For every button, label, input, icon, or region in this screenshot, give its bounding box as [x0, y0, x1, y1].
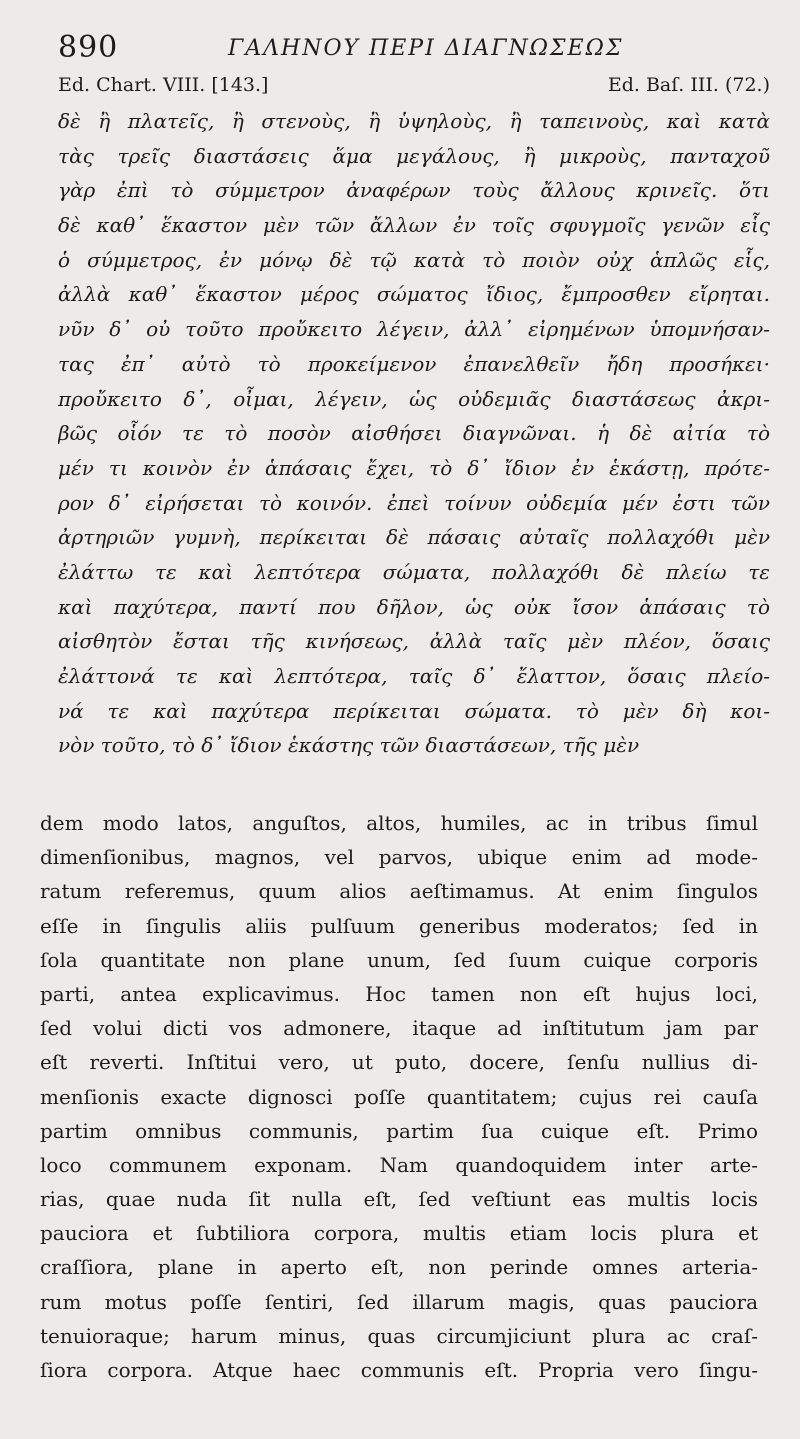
- greek-line: ἀρτηριῶν γυμνὴ, περίκειται δὲ πάσαις αὐταῖς πολλαχόθι μὲν: [58, 525, 770, 550]
- greek-line: τας ἐπ᾽ αὐτὸ τὸ προκείμενον ἐπανελθεῖν ἤδη προσήκει·: [58, 351, 770, 376]
- latin-text: [40, 806, 758, 1387]
- greek-line: βῶς οἷόν τε τὸ ποσὸν αἰσθήσει διαγνῶναι. ἡ δὲ αἰτία τὸ: [58, 421, 770, 446]
- greek-line: ἐλάττονά τε καὶ λεπτότερα, ταῖς δ᾽ ἔλαττον, ὅσαις πλείο-: [58, 664, 770, 688]
- latin-line: loco communem exponam. Nam quandoquidem inter arte-: [40, 1152, 758, 1177]
- latin-line: rias, quae nuda ſit nulla eſt, ſed veſtiunt eas multis locis: [40, 1187, 758, 1212]
- greek-line: ἐλάττω τε καὶ λεπτότερα σώματα, πολλαχόθι δὲ πλείω τε: [58, 559, 770, 584]
- page-header: [58, 28, 770, 68]
- latin-line: menſionis exacte dignosci poſſe quantitatem; cujus rei cauſa: [40, 1084, 758, 1109]
- greek-line: δὲ ἢ πλατεῖς, ἢ στενοὺς, ἢ ὑψηλοὺς, ἢ ταπεινοὺς, καὶ κατὰ: [58, 109, 770, 133]
- latin-line: parti, antea explicavimus. Hoc tamen non eſt hujus loci,: [40, 981, 758, 1006]
- latin-line: craſſiora, plane in aperto eſt, non perinde omnes arteria-: [40, 1255, 758, 1280]
- page-number: 890: [58, 30, 119, 65]
- running-title: ΓΑΛΗΝΟΥ ΠΕΡΙ ΔΙΑΓΝΩΣΕΩΣ: [228, 36, 624, 61]
- latin-line: ſiora corpora. Atque haec communis eſt. Propria vero ſingu-: [40, 1358, 758, 1382]
- greek-line: νῦν δ᾽ οὐ τοῦτο προὔκειτο λέγειν, ἀλλ᾽ εἰρημένων ὑπομνήσαν-: [58, 317, 770, 342]
- latin-line: ſed volui dicti vos admonere, itaque ad inſtitutum jam par: [40, 1016, 758, 1041]
- edition-chartier: Ed. Chart. VIII. [143.]: [58, 74, 269, 96]
- latin-line: rum motus poſſe ſentiri, ſed illarum magis, quas pauciora: [40, 1289, 758, 1314]
- greek-line: μέν τι κοινὸν ἐν ἁπάσαις ἔχει, τὸ δ᾽ ἴδιον ἐν ἑκάστῃ, πρότε-: [58, 455, 770, 480]
- latin-line: eſſe in ſingulis aliis pulſuum generibus moderatos; ſed in: [40, 913, 758, 938]
- greek-line: νά τε καὶ παχύτερα περίκειται σώματα. τὸ μὲν δὴ κοι-: [58, 698, 770, 723]
- greek-text: [58, 104, 770, 763]
- latin-line: ratum referemus, quum alios aeſtimamus. At enim ſingulos: [40, 879, 758, 904]
- latin-line: eſt reverti. Inſtitui vero, ut puto, docere, ſenſu nullius di-: [40, 1050, 758, 1075]
- greek-line: τὰς τρεῖς διαστάσεις ἅμα μεγάλους, ἢ μικροὺς, πανταχοῦ: [58, 143, 770, 168]
- greek-line: ὁ σύμμετρος, ἐν μόνῳ δὲ τῷ κατὰ τὸ ποιὸν οὐχ ἁπλῶς εἷς,: [58, 247, 770, 272]
- latin-line: partim omnibus communis, partim ſua cuique eſt. Primo: [40, 1118, 758, 1143]
- latin-line: dem modo latos, anguſtos, altos, humiles, ac in tribus ſimul: [40, 811, 758, 835]
- latin-line: ſola quantitate non plane unum, ſed ſuum cuique corporis: [40, 947, 758, 972]
- greek-line: ρον δ᾽ εἰρήσεται τὸ κοινόν. ἐπεὶ τοίνυν οὐδεμία μέν ἐστι τῶν: [58, 490, 770, 515]
- greek-line: δὲ καθ᾽ ἕκαστον μὲν τῶν ἄλλων ἐν τοῖς σφυγμοῖς γενῶν εἷς: [58, 213, 770, 238]
- greek-line: γὰρ ἐπὶ τὸ σύμμετρον ἀναφέρων τοὺς ἄλλους κρινεῖς. ὅτι: [58, 178, 770, 203]
- edition-references: [58, 74, 770, 104]
- greek-line: αἰσθητὸν ἔσται τῆς κινήσεως, ἀλλὰ ταῖς μὲν πλέον, ὅσαις: [58, 629, 770, 654]
- greek-line: καὶ παχύτερα, παντί που δῆλον, ὡς οὐκ ἴσον ἁπάσαις τὸ: [58, 594, 770, 619]
- latin-line: tenuioraque; harum minus, quas circumjiciunt plura ac craſ-: [40, 1323, 758, 1348]
- greek-line: προὔκειτο δ᾽, οἶμαι, λέγειν, ὡς οὐδεμιᾶς διαστάσεως ἀκρι-: [58, 386, 770, 411]
- greek-line: νὸν τοῦτο, τὸ δ᾽ ἴδιον ἑκάστης τῶν διαστάσεων, τῆς μὲν: [58, 733, 640, 758]
- latin-line: dimenſionibus, magnos, vel parvos, ubique enim ad mode-: [40, 845, 758, 870]
- latin-line: pauciora et ſubtiliora corpora, multis etiam locis plura et: [40, 1221, 758, 1246]
- greek-line: ἀλλὰ καθ᾽ ἕκαστον μέρος σώματος ἴδιος, ἔμπροσθεν εἴρηται.: [58, 282, 770, 307]
- edition-basel: Ed. Baſ. III. (72.): [607, 74, 770, 96]
